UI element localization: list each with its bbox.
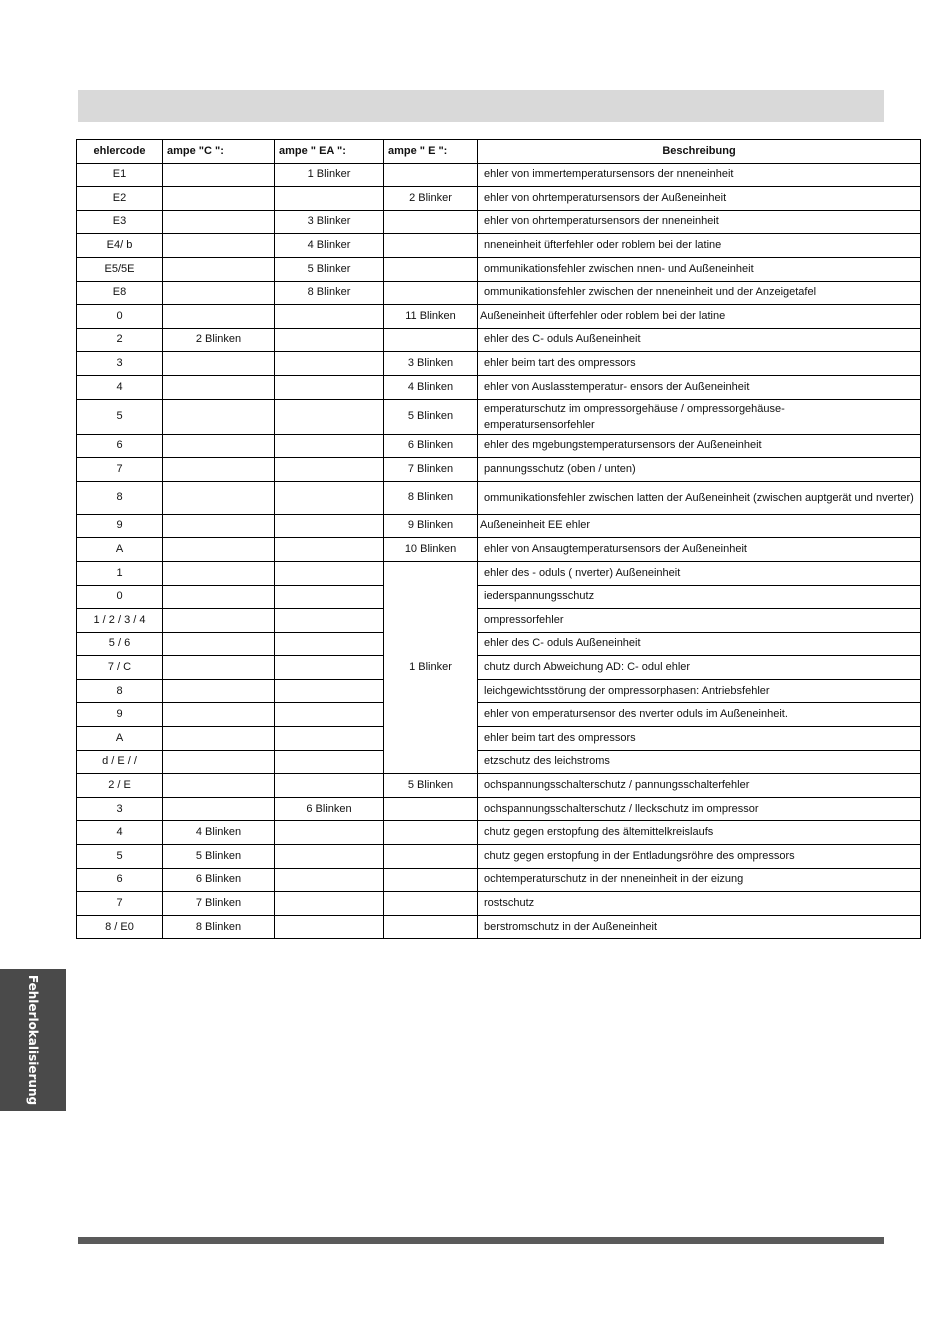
table-row (77, 458, 921, 482)
description-cell: ehler von ohrtemperatursensors der Außeneinheit (478, 187, 921, 211)
description-cell: ochspannungsschalterschutz / lleckschutz im ompressor (478, 797, 921, 821)
lamp-3-cell: 5 Blinken (384, 399, 478, 434)
table-row (77, 845, 921, 869)
error-code: E4/ b (77, 234, 163, 258)
table-row (77, 915, 921, 939)
lamp-1-cell: 4 Blinken (163, 821, 275, 845)
error-code: 8 (77, 481, 163, 514)
description-cell: etzschutz des leichstroms (478, 750, 921, 774)
lamp-3-cell: 2 Blinker (384, 187, 478, 211)
lamp-2-cell (275, 561, 384, 585)
lamp-3-cell (384, 281, 478, 305)
lamp-2-cell (275, 434, 384, 458)
description-cell: ehler beim tart des ompressors (478, 352, 921, 376)
description-cell: Außeneinheit EE ehler (478, 514, 921, 538)
lamp-2-cell: 8 Blinker (275, 281, 384, 305)
lamp-3-merged-cell: 1 Blinker (384, 561, 478, 773)
lamp-2-cell (275, 774, 384, 798)
lamp-2-cell (275, 187, 384, 211)
table-row (77, 210, 921, 234)
table-row (77, 797, 921, 821)
error-code: E1 (77, 163, 163, 187)
description-cell: chutz gegen erstopfung in der Entladungsröhre des ompressors (478, 845, 921, 869)
table-row (77, 399, 921, 434)
table-row (77, 632, 921, 656)
description-cell: ehler beim tart des ompressors (478, 727, 921, 751)
lamp-1-cell (163, 632, 275, 656)
lamp-2-cell: 4 Blinker (275, 234, 384, 258)
error-code: E2 (77, 187, 163, 211)
lamp-2-cell: 1 Blinker (275, 163, 384, 187)
description-cell: ommunikationsfehler zwischen nnen- und Außeneinheit (478, 257, 921, 281)
header-lamp-3: ampe " E ": (384, 140, 478, 164)
table-header-row (77, 140, 921, 164)
table-row (77, 585, 921, 609)
table-row (77, 234, 921, 258)
table-row (77, 375, 921, 399)
lamp-1-cell (163, 352, 275, 376)
description-cell: rostschutz (478, 892, 921, 916)
description-cell: ehler des - oduls ( nverter) Außeneinheit (478, 561, 921, 585)
lamp-2-cell (275, 609, 384, 633)
lamp-3-cell (384, 868, 478, 892)
table-row (77, 257, 921, 281)
lamp-2-cell (275, 632, 384, 656)
table-row (77, 679, 921, 703)
lamp-1-cell: 7 Blinken (163, 892, 275, 916)
error-code: 6 (77, 868, 163, 892)
lamp-1-cell (163, 281, 275, 305)
lamp-3-cell (384, 915, 478, 939)
table-row (77, 868, 921, 892)
error-code: E3 (77, 210, 163, 234)
description-cell: leichgewichtsstörung der ompressorphasen: Antriebsfehler (478, 679, 921, 703)
error-code: A (77, 727, 163, 751)
lamp-3-cell (384, 821, 478, 845)
lamp-1-cell (163, 514, 275, 538)
error-code: 9 (77, 514, 163, 538)
description-cell: ochtemperaturschutz in der nneneinheit in der eizung (478, 868, 921, 892)
table-row (77, 892, 921, 916)
description-cell: Außeneinheit üfterfehler oder roblem bei der latine (478, 305, 921, 329)
lamp-1-cell (163, 481, 275, 514)
error-code: 1 (77, 561, 163, 585)
error-code: 4 (77, 375, 163, 399)
header-lamp-2: ampe " EA ": (275, 140, 384, 164)
error-code: 3 (77, 797, 163, 821)
table-row (77, 538, 921, 562)
lamp-3-cell (384, 797, 478, 821)
table-row (77, 352, 921, 376)
table-row (77, 774, 921, 798)
lamp-1-cell (163, 538, 275, 562)
error-code: 0 (77, 305, 163, 329)
lamp-2-cell (275, 892, 384, 916)
side-tab-label: Fehlerlokalisierung (26, 974, 40, 1106)
table-row (77, 328, 921, 352)
error-code: d / E / / (77, 750, 163, 774)
table-row (77, 514, 921, 538)
error-code: 3 (77, 352, 163, 376)
error-code: 8 / E0 (77, 915, 163, 939)
lamp-2-cell (275, 514, 384, 538)
description-cell: ehler von ohrtemperatursensors der nneneinheit (478, 210, 921, 234)
header-bar (78, 90, 884, 122)
lamp-1-cell (163, 703, 275, 727)
lamp-3-cell: 4 Blinken (384, 375, 478, 399)
lamp-2-cell (275, 703, 384, 727)
lamp-2-cell (275, 328, 384, 352)
description-cell: ompressorfehler (478, 609, 921, 633)
table-row (77, 187, 921, 211)
lamp-1-cell (163, 434, 275, 458)
description-cell: emperaturschutz im ompressorgehäuse / ompressorgehäuse-emperatursensorfehler (478, 399, 921, 434)
description-cell: ommunikationsfehler zwischen latten der Außeneinheit (zwischen auptgerät und nverter) (478, 481, 921, 514)
error-code-table (76, 139, 921, 939)
lamp-2-cell: 3 Blinker (275, 210, 384, 234)
description-cell: ehler des C- oduls Außeneinheit (478, 632, 921, 656)
header-lamp-1: ampe "C ": (163, 140, 275, 164)
lamp-2-cell (275, 679, 384, 703)
lamp-2-cell (275, 915, 384, 939)
error-code: E8 (77, 281, 163, 305)
table-row (77, 305, 921, 329)
table-row (77, 281, 921, 305)
error-code: 6 (77, 434, 163, 458)
lamp-3-cell (384, 234, 478, 258)
lamp-1-cell: 6 Blinken (163, 868, 275, 892)
lamp-1-cell: 2 Blinken (163, 328, 275, 352)
lamp-2-cell (275, 399, 384, 434)
lamp-1-cell (163, 774, 275, 798)
lamp-1-cell (163, 210, 275, 234)
lamp-1-cell (163, 561, 275, 585)
footer-bar (78, 1237, 884, 1244)
error-code: E5/5E (77, 257, 163, 281)
lamp-1-cell (163, 679, 275, 703)
description-cell: ommunikationsfehler zwischen der nneneinheit und der Anzeigetafel (478, 281, 921, 305)
lamp-1-cell (163, 585, 275, 609)
description-cell: ehler von Auslasstemperatur- ensors der Außeneinheit (478, 375, 921, 399)
header-error-code: ehlercode (77, 140, 163, 164)
description-cell: ochspannungsschalterschutz / pannungsschalterfehler (478, 774, 921, 798)
error-code: 1 / 2 / 3 / 4 (77, 609, 163, 633)
lamp-1-cell (163, 305, 275, 329)
table-row (77, 750, 921, 774)
lamp-3-cell (384, 328, 478, 352)
lamp-3-cell (384, 210, 478, 234)
lamp-1-cell (163, 399, 275, 434)
error-code: 4 (77, 821, 163, 845)
description-cell: ehler von emperatursensor des nverter oduls im Außeneinheit. (478, 703, 921, 727)
lamp-3-cell (384, 845, 478, 869)
table-row (77, 656, 921, 680)
error-code: 2 / E (77, 774, 163, 798)
lamp-1-cell (163, 163, 275, 187)
description-cell: iederspannungsschutz (478, 585, 921, 609)
lamp-2-cell (275, 727, 384, 751)
error-code: 2 (77, 328, 163, 352)
error-code: 5 (77, 399, 163, 434)
table-row (77, 434, 921, 458)
description-cell: nneneinheit üfterfehler oder roblem bei der latine (478, 234, 921, 258)
lamp-2-cell (275, 868, 384, 892)
description-cell: ehler von Ansaugtemperatursensors der Außeneinheit (478, 538, 921, 562)
table-row (77, 609, 921, 633)
lamp-1-cell (163, 458, 275, 482)
description-cell: pannungsschutz (oben / unten) (478, 458, 921, 482)
lamp-1-cell (163, 727, 275, 751)
lamp-1-cell (163, 797, 275, 821)
lamp-2-cell (275, 481, 384, 514)
error-code: 8 (77, 679, 163, 703)
error-code: 5 (77, 845, 163, 869)
lamp-2-cell: 6 Blinken (275, 797, 384, 821)
header-description: Beschreibung (478, 140, 921, 164)
error-code: 7 / C (77, 656, 163, 680)
description-cell: ehler des C- oduls Außeneinheit (478, 328, 921, 352)
description-cell: ehler des mgebungstemperatursensors der Außeneinheit (478, 434, 921, 458)
table-row (77, 481, 921, 514)
description-cell: chutz durch Abweichung AD: C- odul ehler (478, 656, 921, 680)
table-row (77, 163, 921, 187)
lamp-3-cell: 7 Blinken (384, 458, 478, 482)
lamp-3-cell (384, 163, 478, 187)
lamp-1-cell: 8 Blinken (163, 915, 275, 939)
lamp-1-cell (163, 750, 275, 774)
error-code: A (77, 538, 163, 562)
lamp-1-cell: 5 Blinken (163, 845, 275, 869)
lamp-1-cell (163, 234, 275, 258)
lamp-2-cell (275, 305, 384, 329)
error-code: 7 (77, 458, 163, 482)
lamp-2-cell (275, 352, 384, 376)
lamp-2-cell (275, 458, 384, 482)
description-cell: berstromschutz in der Außeneinheit (478, 915, 921, 939)
table-row (77, 727, 921, 751)
lamp-2-cell (275, 845, 384, 869)
lamp-3-cell: 9 Blinken (384, 514, 478, 538)
lamp-1-cell (163, 257, 275, 281)
lamp-1-cell (163, 656, 275, 680)
lamp-2-cell (275, 538, 384, 562)
description-cell: chutz gegen erstopfung des ältemittelkreislaufs (478, 821, 921, 845)
lamp-2-cell: 5 Blinker (275, 257, 384, 281)
lamp-1-cell (163, 375, 275, 399)
lamp-3-cell: 3 Blinken (384, 352, 478, 376)
error-code: 5 / 6 (77, 632, 163, 656)
lamp-2-cell (275, 585, 384, 609)
table-row (77, 561, 921, 585)
description-cell: ehler von immertemperatursensors der nneneinheit (478, 163, 921, 187)
lamp-1-cell (163, 187, 275, 211)
error-code: 0 (77, 585, 163, 609)
table-row (77, 703, 921, 727)
lamp-2-cell (275, 750, 384, 774)
lamp-3-cell: 5 Blinken (384, 774, 478, 798)
table-row (77, 821, 921, 845)
lamp-3-cell: 10 Blinken (384, 538, 478, 562)
lamp-3-cell: 6 Blinken (384, 434, 478, 458)
lamp-2-cell (275, 821, 384, 845)
lamp-3-cell (384, 257, 478, 281)
lamp-2-cell (275, 375, 384, 399)
lamp-3-cell: 11 Blinken (384, 305, 478, 329)
lamp-1-cell (163, 609, 275, 633)
error-code: 7 (77, 892, 163, 916)
lamp-3-cell (384, 892, 478, 916)
lamp-2-cell (275, 656, 384, 680)
side-section-tab (0, 969, 66, 1111)
error-code: 9 (77, 703, 163, 727)
lamp-3-cell: 8 Blinken (384, 481, 478, 514)
